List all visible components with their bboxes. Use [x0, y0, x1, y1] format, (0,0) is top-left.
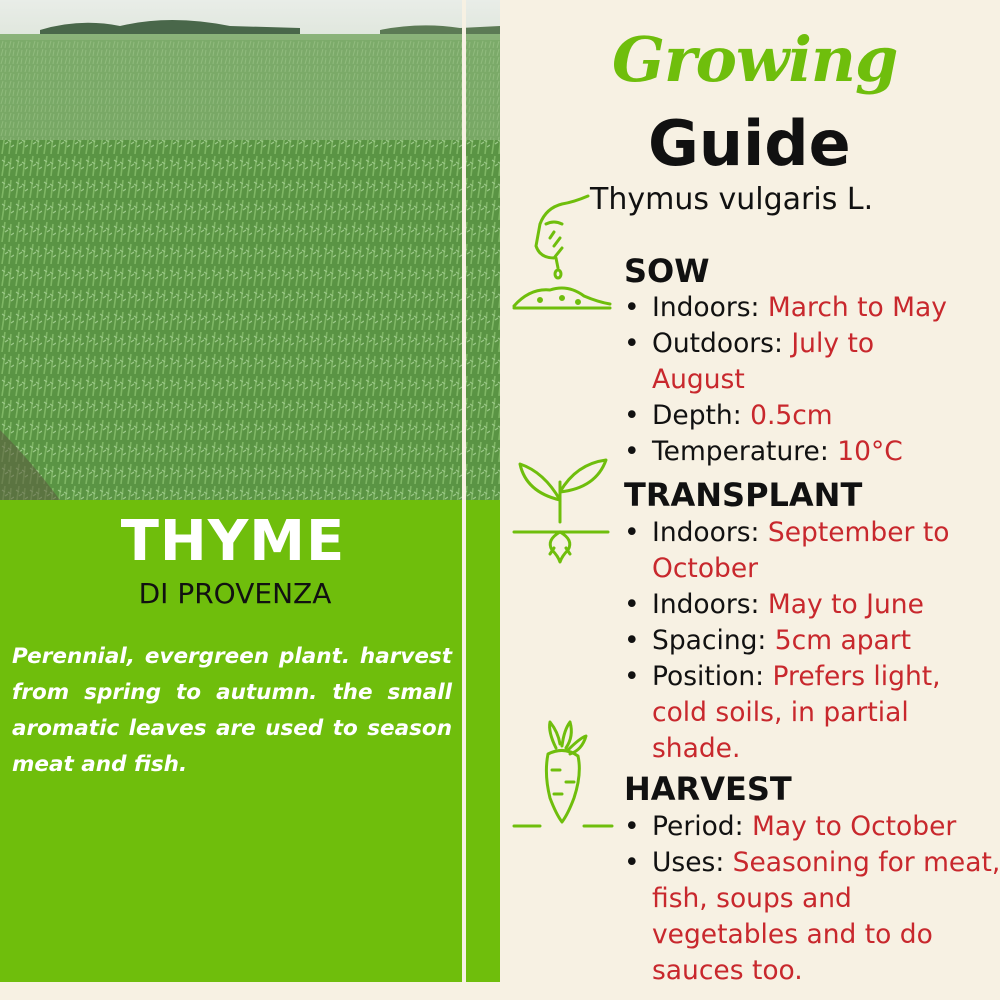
harvest-list — [624, 809, 1000, 989]
thyme-field-photo — [0, 0, 500, 500]
section-title-harvest: HARVEST — [624, 770, 792, 808]
hand-sowing-seed-icon — [510, 188, 614, 318]
plant-name: THYME — [120, 509, 346, 574]
transplant-list — [624, 515, 1000, 767]
list-item: • Outdoors: July to August — [624, 328, 875, 395]
list-item: • Indoors: March to May — [624, 292, 947, 323]
list-item: • Uses: Seasoning for meat, fish, soups and vegetables and to do sauces too. — [624, 847, 1000, 986]
list-item: • Spacing: 5cm apart — [624, 625, 912, 656]
list-item: • Indoors: September to October — [624, 517, 950, 584]
column-divider — [462, 0, 466, 982]
list-item: • Temperature: 10°C — [624, 436, 903, 467]
latin-name: Thymus vulgaris L. — [590, 182, 874, 217]
list-item: • Period: May to October — [624, 811, 957, 842]
guide-title-main: Guide — [648, 107, 851, 180]
section-title-sow: SOW — [624, 252, 710, 290]
seedling-icon — [510, 452, 614, 570]
plant-variety: DI PROVENZA — [138, 577, 332, 610]
section-title-transplant: TRANSPLANT — [624, 476, 863, 514]
list-item: • Depth: 0.5cm — [624, 400, 833, 431]
guide-title-script: Growing — [612, 23, 898, 96]
list-item: • Position: Prefers light, cold soils, in partial shade. — [624, 661, 941, 764]
sow-list — [624, 290, 1000, 470]
plant-description: Perennial, evergreen plant. harvest from spring to autumn. the small aromatic leaves are used to season meat and fish. — [12, 644, 452, 777]
list-item: • Indoors: May to June — [624, 589, 924, 620]
carrot-icon — [512, 718, 614, 830]
